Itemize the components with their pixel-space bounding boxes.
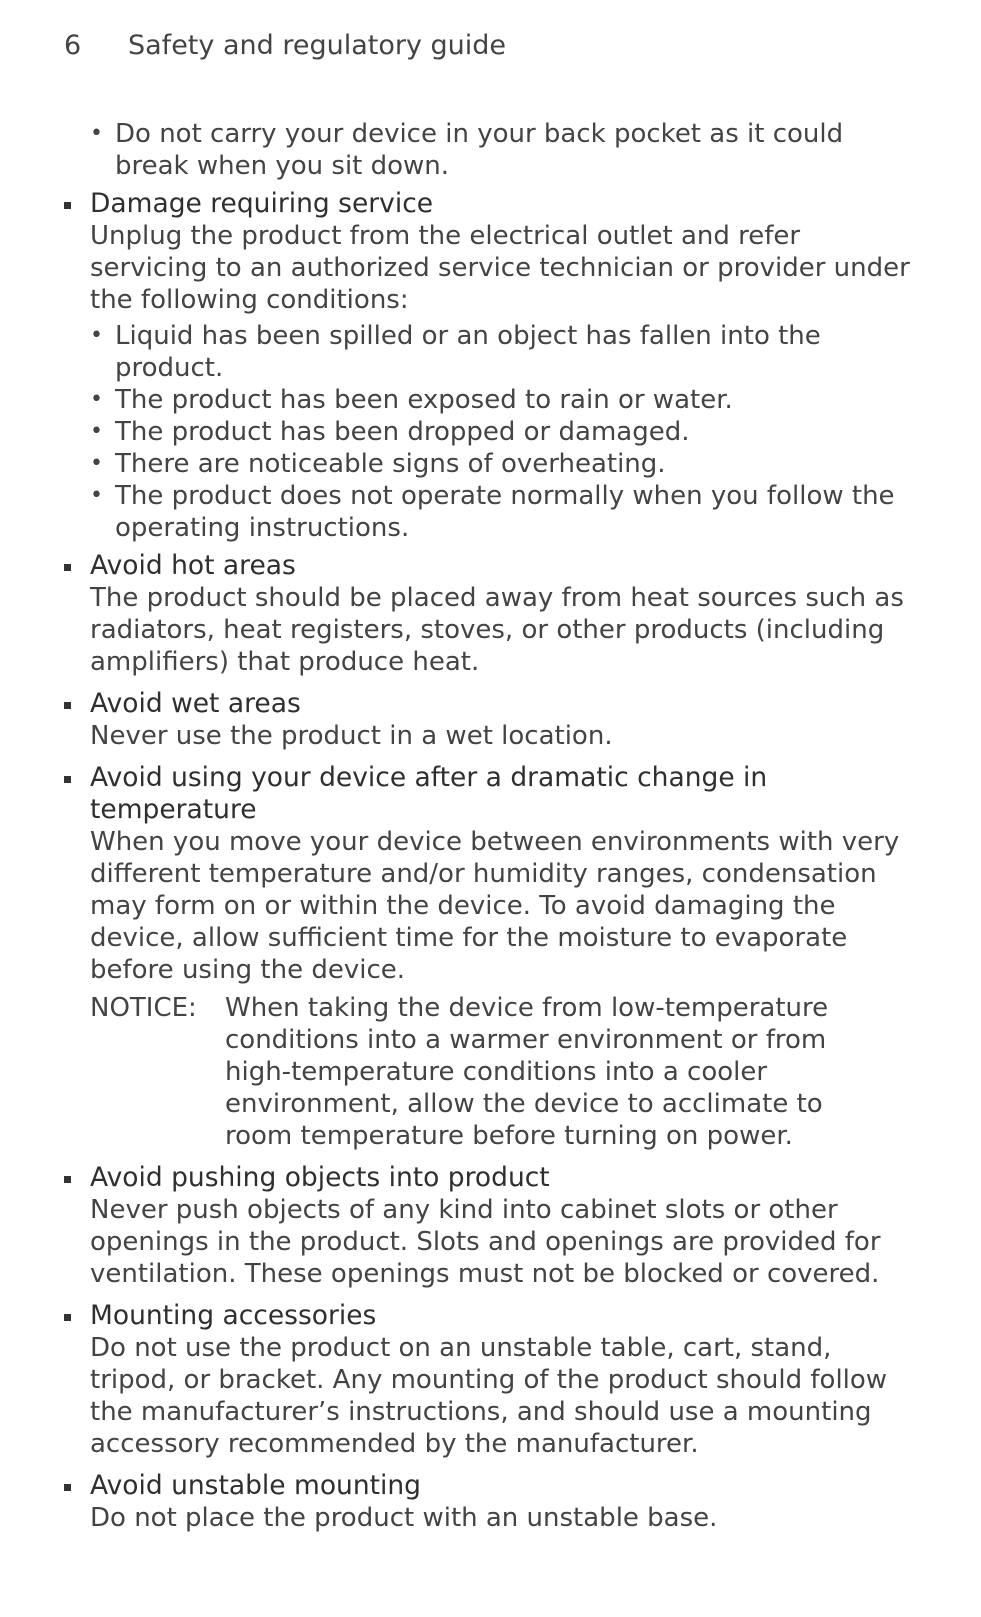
section-temperature-change xyxy=(0,762,981,1152)
conditions-list xyxy=(0,320,981,544)
section-body: Never use the product in a wet location. xyxy=(90,721,613,751)
section-title: Avoid unstable mounting xyxy=(90,1470,921,1502)
section-damage-requiring-service xyxy=(0,188,981,316)
list-item: • The product has been dropped or damaged. xyxy=(0,416,981,448)
notice-text: When taking the device from low-temperature conditions into a warmer environment or from high-temperature conditions into a cooler environment, allow the device to acclimate to room temperature before turning on power. xyxy=(225,993,829,1151)
section-body: When you move your device between environments with very different temperature and/or humidity ranges, condensation may form on or within the device. To avoid damaging the device, allow sufficient time for the moisture to evaporate before using the device. xyxy=(90,827,900,985)
section-avoid-pushing-objects xyxy=(0,1162,981,1290)
section-avoid-hot-areas xyxy=(0,550,981,678)
section-avoid-wet-areas xyxy=(0,688,981,752)
section-mounting-accessories xyxy=(0,1300,981,1460)
document-title: Safety and regulatory guide xyxy=(128,30,507,61)
section-body: Unplug the product from the electrical outlet and refer servicing to an authorized service technician or provider under the following conditions: xyxy=(90,221,910,315)
section-title: Damage requiring service xyxy=(90,188,921,220)
section-title: Avoid using your device after a dramatic change in temperature xyxy=(90,762,921,826)
section-title: Avoid pushing objects into product xyxy=(90,1162,921,1194)
section-title: Mounting accessories xyxy=(90,1300,921,1332)
list-item: • There are noticeable signs of overheating. xyxy=(0,448,981,480)
list-item: • The product does not operate normally when you follow the operating instructions. xyxy=(0,480,981,544)
section-avoid-unstable-mounting xyxy=(0,1470,981,1534)
list-item: • The product has been exposed to rain or water. xyxy=(0,384,981,416)
notice-block xyxy=(90,992,921,1152)
page-header xyxy=(64,30,506,61)
notice-label: NOTICE: xyxy=(90,993,197,1023)
section-body: Never push objects of any kind into cabinet slots or other openings in the product. Slots and openings are provided for ventilation. These openings must not be blocked or covered. xyxy=(90,1195,881,1289)
page-content xyxy=(0,118,981,1534)
page-number: 6 xyxy=(64,30,82,61)
section-title: Avoid hot areas xyxy=(90,550,921,582)
section-title: Avoid wet areas xyxy=(90,688,921,720)
section-body: The product should be placed away from heat sources such as radiators, heat registers, stoves, or other products (including amplifiers) that produce heat. xyxy=(90,583,904,677)
list-item: • Liquid has been spilled or an object has fallen into the product. xyxy=(0,320,981,384)
intro-bullet: • Do not carry your device in your back pocket as it could break when you sit down. xyxy=(0,118,981,182)
section-body: Do not use the product on an unstable table, cart, stand, tripod, or bracket. Any mounting of the product should follow the manufacturer’s instructions, and should use a mounting accessory recommended by the manufacturer. xyxy=(90,1333,888,1459)
section-body: Do not place the product with an unstable base. xyxy=(90,1503,718,1533)
